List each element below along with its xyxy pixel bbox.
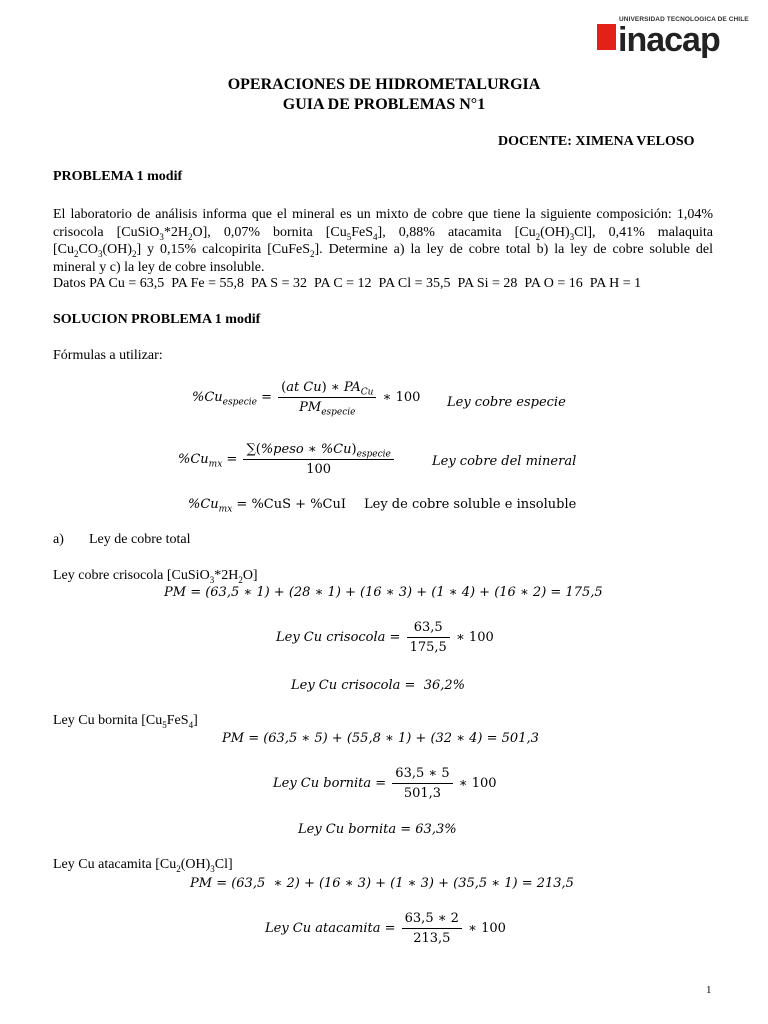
atacamita-heading: Ley Cu atacamita $[Cu_2(OH)_3Cl]$ — [53, 857, 233, 874]
formula-1-label: Ley cobre especie — [447, 395, 566, 410]
problem-datos: Datos PA Cu = 63,5 PA Fe = 55,8 PA S = 32 PA C = 12 PA Cl = 35,5 PA Si = 28 PA O = 16 PA H = 1 — [53, 276, 642, 291]
bornita-ley-label: Ley Cu bornita = — [273, 776, 387, 791]
formula-ley-especie: $\%Cu_{especie}$ = $\frac{(at Cu) ∗ PA_{Cu}}{PM_{especie}}$ ∗ 100 — [192, 380, 421, 418]
bornita-den: 501,3 — [403, 786, 442, 801]
formula-2-label: Ley cobre del mineral — [432, 454, 577, 469]
atacamita-ley-label: Ley Cu atacamita = — [265, 921, 396, 936]
bornita-heading: Ley Cu bornita $[Cu_5FeS_4]$ — [53, 713, 198, 730]
inacap-logo — [597, 16, 749, 62]
crisocola-heading: Ley cobre crisocola $[CuSiO_3*2H_2O]$ — [53, 568, 258, 585]
logo-red-mark — [597, 24, 616, 50]
bornita-ley-formula — [273, 766, 497, 801]
formula-3-label: Ley de cobre soluble e insoluble — [364, 497, 577, 512]
bornita-result: Ley Cu bornita = 63,3% — [298, 822, 457, 837]
crisocola-times: ∗ 100 — [455, 630, 494, 645]
crisocola-ley-label: Ley Cu crisocola = — [276, 630, 401, 645]
part-a-title: Ley de cobre total — [89, 532, 191, 547]
problem-statement — [53, 206, 713, 276]
formula-ley-mineral: $\%Cu_{mx}$ = $\frac{\sum(\%peso ∗ \%Cu)_{especie}}{100}$ — [178, 442, 396, 477]
formula-soluble-insoluble: $\%Cu_{mx} = \%CuS + \%CuI$ — [188, 497, 346, 515]
logo-wordmark: inacap — [618, 21, 720, 59]
problem-statement-text: El laboratorio de análisis informa que el mineral es un mixto de cobre que tiene la siguiente composición: 1,04% crisocola $[CuSiO_3*2H_2O]$, 0,07% bornita $[Cu_5FeS_4]$, 0,88% atacamita $[Cu_2(OH)_3Cl]$, 0,41% malaquita $[Cu_2CO_3(OH)_2]$ y 0,15% calcopirita [CuFeS$_2$]. Determine a) la ley de cobre total b) la ley de cobre soluble del mineral y c) la ley de cobre insoluble. — [53, 207, 714, 275]
crisocola-pm: PM = (63,5 ∗ 1) + (28 ∗ 1) + (16 ∗ 3) + (1 ∗ 4) + (16 ∗ 2) = 175,5 — [164, 585, 603, 600]
part-a-marker: a) — [53, 532, 64, 547]
formulas-label: Fórmulas a utilizar: — [53, 348, 163, 363]
problem-heading: PROBLEMA 1 modif — [53, 169, 183, 184]
crisocola-den: 175,5 — [409, 640, 447, 655]
docente-label: DOCENTE: XIMENA VELOSO — [498, 134, 695, 149]
logo-university-text: UNIVERSIDAD TECNOLOGICA DE CHILE — [619, 16, 749, 23]
title-line-2: GUIA DE PROBLEMAS N°1 — [282, 96, 486, 113]
atacamita-ley-formula — [265, 911, 506, 946]
atacamita-times: ∗ 100 — [468, 921, 506, 936]
atacamita-den: 213,5 — [413, 931, 451, 946]
bornita-num: 63,5 ∗ 5 — [392, 766, 452, 784]
page-number: 1 — [706, 984, 712, 996]
bornita-times: ∗ 100 — [458, 776, 497, 791]
bornita-pm: PM = (63,5 ∗ 5) + (55,8 ∗ 1) + (32 ∗ 4) = 501,3 — [222, 731, 539, 746]
atacamita-num: 63,5 ∗ 2 — [402, 911, 462, 929]
crisocola-result: Ley Cu crisocola = 36,2% — [291, 678, 466, 693]
atacamita-pm: PM = (63,5 ∗ 2) + (16 ∗ 3) + (1 ∗ 3) + (35,5 ∗ 1) = 213,5 — [190, 876, 574, 891]
solution-heading: SOLUCION PROBLEMA 1 modif — [53, 312, 261, 327]
crisocola-num: 63,5 — [407, 620, 450, 638]
crisocola-ley-formula — [276, 620, 494, 655]
title-line-1: OPERACIONES DE HIDROMETALURGIA — [227, 76, 541, 93]
